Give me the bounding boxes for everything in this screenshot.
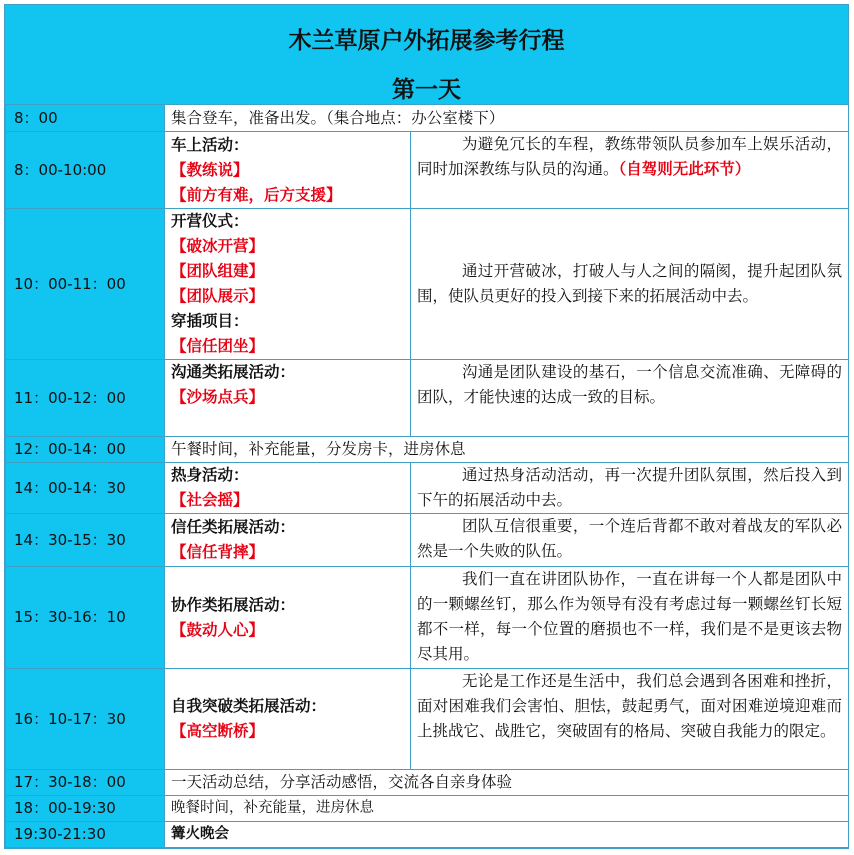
day-title: 第一天	[392, 76, 461, 103]
page-title: 木兰草原户外拓展参考行程	[288, 27, 565, 54]
description-cell	[411, 132, 849, 209]
description-cell	[411, 360, 849, 437]
activity-heading: 车上活动：	[171, 135, 249, 154]
activity-heading: 信任类拓展活动：	[171, 518, 296, 536]
activity-item: 【沙场点兵】	[171, 388, 265, 406]
description-cell	[411, 209, 849, 360]
activity-item: 【鼓动人心】	[171, 620, 265, 639]
description-text: 沟通是团队建设的基石，一个信息交流准确、无障碍的团队，才能快速的达成一致的目标。	[417, 363, 843, 406]
time-cell: 12：00-14：00	[6, 437, 165, 463]
schedule-note: 集合登车，准备出发。（集合地点：办公室楼下）	[165, 105, 849, 132]
time-cell: 14：30-15：30	[6, 514, 165, 567]
description-text: 为避免冗长的车程，教练带领队员参加车上娱乐活动，同时加深教练与队员的沟通。（自驾则无此环节）	[417, 135, 843, 178]
description-text: 通过热身活动活动，再一次提升团队氛围，然后投入到下午的拓展活动中去。	[417, 466, 843, 509]
description-note: （自驾则无此环节）	[618, 160, 751, 178]
time-cell: 8：00-10:00	[6, 132, 165, 209]
activity-item: 【团队组建】	[171, 262, 265, 280]
table-row	[6, 463, 849, 514]
schedule-note: 晚餐时间，补充能量，进房休息	[165, 796, 849, 822]
table-row	[6, 796, 849, 822]
activity-heading: 穿插项目：	[171, 312, 249, 330]
schedule-note: 篝火晚会	[165, 822, 849, 848]
table-row	[6, 132, 849, 209]
description-cell	[411, 463, 849, 514]
activity-heading: 沟通类拓展活动：	[171, 363, 296, 381]
table-row	[6, 567, 849, 669]
activity-heading: 热身活动：	[171, 466, 249, 484]
time-cell: 16：10-17：30	[6, 669, 165, 770]
activity-cell	[165, 567, 411, 669]
activity-item: 【高空断桥】	[171, 722, 265, 740]
description-text: 通过开营破冰，打破人与人之间的隔阂，提升起团队氛围，使队员更好的投入到接下来的拓展活动中去。	[417, 262, 843, 305]
activity-item: 【前方有难，后方支援】	[171, 185, 342, 204]
activity-item: 【社会摇】	[171, 491, 249, 509]
description-text: 我们一直在讲团队协作，一直在讲每一个人都是团队中的一颗螺丝钉，那么作为领导有没有考虑过每一颗螺丝钉长短都不一样，每一个位置的磨损也不一样，我们是不是更该去物尽其用。	[417, 570, 843, 663]
table-row	[6, 209, 849, 360]
table-row	[6, 360, 849, 437]
time-cell: 11：00-12：00	[6, 360, 165, 437]
activity-heading: 协作类拓展活动：	[171, 595, 296, 614]
time-cell: 19:30-21:30	[6, 822, 165, 848]
time-cell: 18：00-19:30	[6, 796, 165, 822]
description-text: 团队互信很重要，一个连后背都不敢对着战友的军队必然是一个失败的队伍。	[417, 517, 843, 560]
activity-cell	[165, 669, 411, 770]
activity-cell	[165, 132, 411, 209]
description-cell	[411, 567, 849, 669]
time-cell: 17：30-18：00	[6, 770, 165, 796]
table-row	[6, 770, 849, 796]
description-cell	[411, 669, 849, 770]
itinerary-table	[5, 104, 849, 848]
activity-cell	[165, 360, 411, 437]
activity-cell	[165, 463, 411, 514]
time-cell: 10：00-11：00	[6, 209, 165, 360]
table-row	[6, 514, 849, 567]
activity-item: 【信任背摔】	[171, 543, 265, 561]
time-cell: 15：30-16：10	[6, 567, 165, 669]
table-row	[6, 669, 849, 770]
activity-item: 【教练说】	[171, 160, 249, 179]
table-row	[6, 105, 849, 132]
schedule-note: 一天活动总结，分享活动感悟，交流各自亲身体验	[165, 770, 849, 796]
description-text: 无论是工作还是生活中，我们总会遇到各困难和挫折，面对困难我们会害怕、胆怯，鼓起勇气，面对困难逆境迎难而上挑战它、战胜它，突破固有的格局、突破自我能力的限定。	[417, 672, 843, 740]
activity-cell	[165, 209, 411, 360]
table-row	[6, 437, 849, 463]
title-banner	[5, 5, 848, 104]
activity-cell	[165, 514, 411, 567]
description-cell	[411, 514, 849, 567]
activity-heading: 自我突破类拓展活动：	[171, 697, 327, 715]
activity-item: 【破冰开营】	[171, 237, 265, 255]
schedule-note: 午餐时间，补充能量，分发房卡，进房休息	[165, 437, 849, 463]
activity-item: 【团队展示】	[171, 287, 265, 305]
time-cell: 8：00	[6, 105, 165, 132]
activity-item: 【信任团坐】	[171, 337, 265, 355]
activity-heading: 开营仪式：	[171, 212, 249, 230]
time-cell: 14：00-14：30	[6, 463, 165, 514]
table-row	[6, 822, 849, 848]
